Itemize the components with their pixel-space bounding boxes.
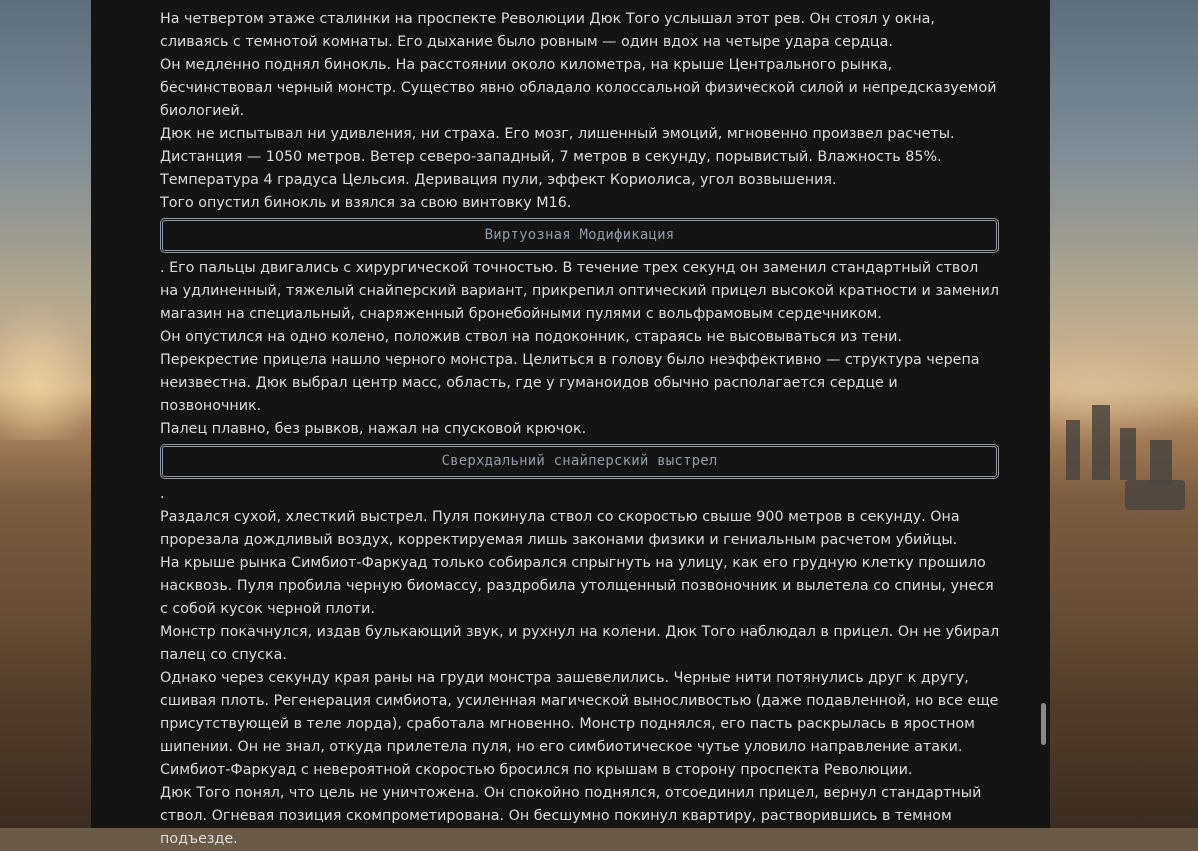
story-paragraph: Монстр покачнулся, издав булькающий звук, и рухнул на колени. Дюк Того наблюдал в прицел. Он не убирал палец со спуска. [160, 624, 1000, 663]
skill-box-long-range-shot [160, 444, 999, 479]
story-paragraph: На четвертом этаже сталинки на проспекте Революции Дюк Того услышал этот рев. Он стоял у окна, сливаясь с темнотой комнаты. Его дыхание было ровным — один вдох на четыре удара сердца. [160, 11, 935, 50]
story-paragraph: Он опустился на одно колено, положив ствол на подоконник, стараясь не высовываться из тени. Перекрестие прицела нашло черного монстра. Целиться в голову было неэффективно — структура черепа неизвестна. Дюк выбрал центр масс, область, где у гуманоидов обычно располагается сердце и позвоночник. [160, 329, 980, 414]
story-paragraph: . [160, 486, 165, 502]
skill-box-virtuoso-modification [160, 218, 999, 253]
scrollbar-thumb[interactable] [1041, 703, 1046, 745]
story-paragraph: Однако через секунду края раны на груди монстра зашевелились. Черные нити потянулись друг к другу, сшивая плоть. Регенерация симбиота, усиленная магической выносливостью (даже подавленной, но все еще присутствующей в теле лорда), сработала мгновенно. Монстр поднялся, его пасть раскрылась в яростном шипении. Он не знал, откуда прилетела пуля, но его симбиотическое чутье уловило направление атаки. Симбиот-Фаркуад с невероятной скоростью бросился по крышам в сторону проспекта Революции. [160, 670, 999, 778]
story-paragraph: Дюк не испытывал ни удивления, ни страха. Его мозг, лишенный эмоций, мгновенно произвел расчеты. Дистанция — 1050 метров. Ветер северо-западный, 7 метров в секунду, порывистый. Влажность 85%. Температура 4 градуса Цельсия. Деривация пули, эффект Кориолиса, угол возвышения. [160, 126, 955, 188]
story-paragraph: Он медленно поднял бинокль. На расстоянии около километра, на крыше Центрального рынка, бесчинствовал черный монстр. Существо явно обладало колоссальной физической силой и непредсказуемой биологией. [160, 57, 997, 119]
skill-label: Виртуозная Модификация [484, 227, 675, 243]
ruin-spire-3 [1120, 428, 1136, 480]
skill-label: Сверхдальний снайперский выстрел [441, 453, 718, 469]
ruin-spire-1 [1066, 420, 1080, 480]
story-paragraph: Дюк Того понял, что цель не уничтожена. Он спокойно поднялся, отсоединил прицел, вернул стандартный ствол. Огневая позиция скомпрометирована. Он бесшумно покинул квартиру, растворившись в темном подъезде. [160, 785, 982, 847]
sun-haze-left [0, 300, 92, 440]
story-paragraph: На крыше рынка Симбиот-Фаркуад только собирался спрыгнуть на улицу, как его грудную клетку прошило насквозь. Пуля пробила черную биомассу, раздробила утолщенный позвоночник и вылетела со спины, унеся с собой кусок черной плоти. [160, 555, 994, 617]
story-paragraph: Того опустил бинокль и взялся за свою винтовку М16. [160, 195, 572, 211]
ruin-spire-4 [1150, 440, 1172, 485]
ruin-spire-2 [1092, 405, 1110, 480]
story-text [160, 8, 1000, 851]
story-paragraph: Палец плавно, без рывков, нажал на спусковой крючок. [160, 421, 587, 437]
ruin-debris [1125, 480, 1185, 510]
story-paragraph: Раздался сухой, хлесткий выстрел. Пуля покинула ствол со скоростью свыше 900 метров в секунду. Она прорезала дождливый воздух, корректируемая лишь законами физики и гениальным расчетом убийцы. [160, 509, 960, 548]
story-paragraph: . Его пальцы двигались с хирургической точностью. В течение трех секунд он заменил стандартный ствол на удлиненный, тяжелый снайперский вариант, прикрепил оптический прицел высокой кратности и заменил магазин на специальный, снаряженный бронебойными пулями с вольфрамовым сердечником. [160, 260, 1000, 322]
